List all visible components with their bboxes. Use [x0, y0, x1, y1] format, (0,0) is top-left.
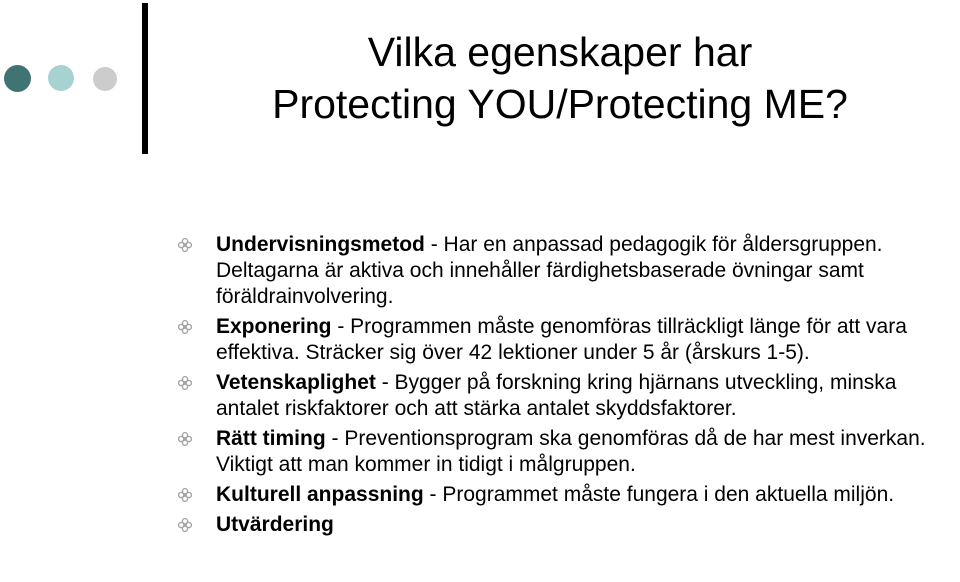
bullet-flower-icon [178, 432, 192, 446]
bullet-item [178, 426, 958, 478]
bullet-text: - Bygger på forskning kring hjärnans utveckling, minska antalet riskfaktorer och att stärka antalet skyddsfaktorer. [216, 371, 897, 420]
vertical-divider [142, 3, 148, 154]
bullet-flower-icon [178, 320, 192, 334]
bullet-flower-icon [178, 488, 192, 502]
bullet-item [178, 314, 958, 366]
bullet-text: - Programmet måste fungera i den aktuella miljön. [423, 483, 895, 506]
bullet-term: Utvärdering [216, 513, 334, 536]
decorative-dots [0, 0, 130, 100]
title-line-1: Vilka egenskaper har [367, 29, 753, 75]
bullet-item [178, 370, 958, 422]
bullet-text: - Preventionsprogram ska genomföras då de har mest inverkan. Viktigt att man kommer in tidigt i målgruppen. [216, 427, 926, 476]
bullet-flower-icon [178, 518, 192, 532]
dot-dark-icon [4, 65, 31, 92]
bullet-item [178, 232, 958, 310]
bullet-term: Kulturell anpassning [216, 483, 424, 506]
bullet-term: Exponering [216, 315, 332, 338]
bullet-text: - Programmen måste genomföras tillräckligt länge för att vara effektiva. Sträcker sig över 42 lektioner under 5 år (årskurs 1-5). [216, 315, 907, 364]
bullet-flower-icon [178, 238, 192, 252]
bullet-term: Vetenskaplighet [216, 371, 376, 394]
bullet-flower-icon [178, 376, 192, 390]
bullet-list [178, 232, 958, 542]
slide-title [190, 26, 930, 130]
bullet-item [178, 482, 958, 508]
bullet-term: Rätt timing [216, 427, 326, 450]
dot-mid-icon [48, 65, 74, 91]
bullet-item [178, 512, 958, 538]
bullet-text: - Har en anpassad pedagogik för åldersgruppen. Deltagarna är aktiva och innehåller färdighetsbaserade övningar samt föräldrainvolvering. [216, 233, 883, 308]
bullet-term: Undervisningsmetod [216, 233, 425, 256]
dot-light-icon [93, 67, 117, 91]
title-line-2: Protecting YOU/Protecting ME? [272, 81, 848, 127]
